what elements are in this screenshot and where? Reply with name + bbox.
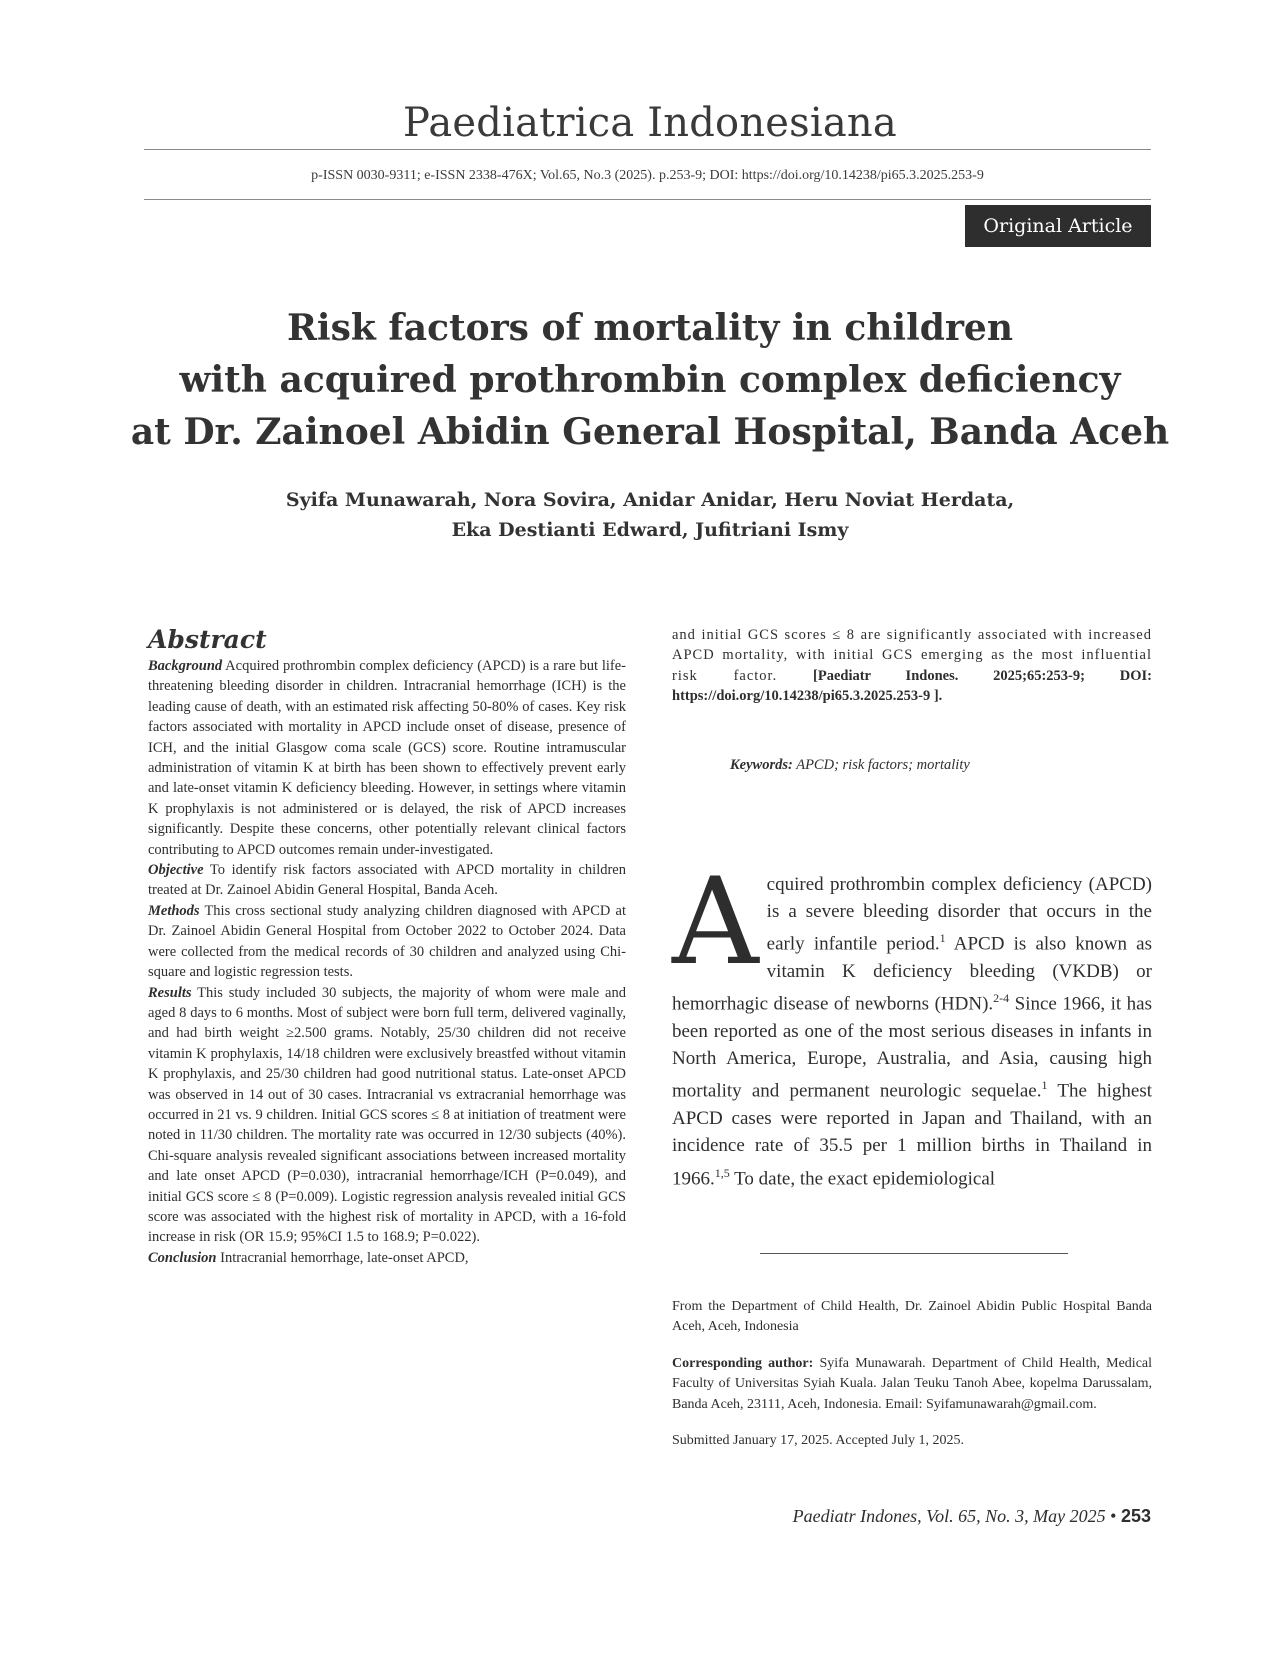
page-footer	[600, 1506, 1151, 1527]
submission-dates: Submitted January 17, 2025. Accepted July 1, 2025.	[672, 1433, 965, 1449]
affiliation-from: From the Department of Child Health, Dr. Zainoel Abidin Public Hospital Banda Aceh, Aceh, Indonesia	[672, 1299, 1152, 1335]
abstract-label: Methods	[148, 902, 200, 919]
abstract-label: Objective	[148, 862, 204, 879]
abstract-objective	[148, 860, 626, 901]
corresponding-label: Corresponding author:	[672, 1355, 814, 1371]
reference-marker[interactable]: 1,5	[714, 1165, 730, 1180]
abstract-text: Acquired prothrombin complex deficiency (APCD) is a rare but life-threatening bleeding disorder in children. Intracranial hemorrhage (ICH) is the leading cause of death, with an estimated risk affecting 50-80% of cases. Key risk factors associated with mortality in APCD include onset of disease, presence of ICH, and the initial Glasgow coma scale (GCS) score. Routine intramuscular administration of vitamin K at birth has been shown to effectively prevent early and late-onset vitamin K deficiency bleeding. However, in settings where vitamin K prophylaxis is not administered or is delayed, the risk of APCD increases significantly. Despite these concerns, other potentially relevant clinical factors contributing to APCD outcomes remain under-investigated.	[148, 658, 626, 858]
keywords	[730, 757, 1152, 774]
right-column	[672, 625, 1152, 1192]
page-number: 253	[1120, 1506, 1151, 1526]
article-title	[100, 302, 1200, 458]
abstract-label: Results	[148, 984, 192, 1001]
abstract-column	[148, 625, 626, 1268]
footer-bullet: •	[1110, 1506, 1117, 1526]
corresponding-author	[672, 1354, 1152, 1415]
title-line: with acquired prothrombin complex deficiency	[179, 359, 1121, 401]
keywords-text: APCD; risk factors; mortality	[796, 756, 970, 773]
journal-title: Paediatrica Indonesiana	[403, 100, 897, 146]
abstract-conclusion	[148, 1248, 626, 1268]
author-line: Eka Destianti Edward, Jufitriani Ismy	[451, 519, 849, 541]
header-rule-top	[144, 149, 1151, 150]
corresponding-text: Syifa Munawarah. Department of Child Health, Medical Faculty of Universitas Syiah Kuala. Jalan Teuku Tanoh Abee, kopelma Darussalam, Banda Aceh, 23111, Aceh, Indonesia. Email: Syifamunawarah@gmail.com.	[672, 1355, 1153, 1412]
intro-text: The highest APCD cases were reported in Japan and Thailand, with an incidence rate of 35.5 per 1 million births in Thailand in 1966.	[672, 1080, 1152, 1189]
abstract-label: Background	[148, 658, 223, 674]
affiliation-block	[672, 1297, 1152, 1467]
author-line: Syifa Munawarah, Nora Sovira, Anidar Anidar, Heru Noviat Herdata,	[285, 489, 1015, 511]
abstract-continuation-text: and initial GCS scores ≤ 8 are significantly associated with increased APCD mortality, with initial GCS emerging as the most influential risk factor.	[672, 627, 1152, 684]
intro-text: Since 1966, it has been reported as one of the most serious diseases in infants in North America, Europe, Australia, and Asia, causing high mortality and permanent neurologic sequelae.	[672, 993, 1152, 1102]
title-line: at Dr. Zainoel Abidin General Hospital, Banda Aceh	[130, 411, 1170, 453]
abstract-text: This study included 30 subjects, the majority of whom were male and aged 8 days to 6 months. Most of subject were born full term, delivered vaginally, and had birth weight ≥2.500 grams. Notably, 25/30 children did not receive vitamin K prophylaxis, 14/18 children were exclusively breastfed without vitamin K prophylaxis, and 25/30 children had good nutritional status. Late-onset APCD was observed in 14 out of 30 cases. Intracranial vs extracranial hemorrhage was occurred in 21 vs. 9 children. Initial GCS scores ≤ 8 at initiation of treatment were noted in 11/30 children. The mortality rate was occurred in 12/30 subjects (40%). Chi-square analysis revealed significant associations between increased mortality and late onset APCD (P=0.030), intracranial hemorrhage/ICH (P=0.049), and initial GCS score ≤ 8 (P=0.009). Logistic regression analysis revealed initial GCS score was associated with the highest risk of mortality in APCD, with a 16-fold increase in risk (OR 15.9; 95%CI 1.5 to 168.9; P=0.022).	[148, 984, 626, 1246]
intro-text: cquired prothrombin complex deficiency (APCD) is a severe bleeding disorder that occurs in the early infantile period.	[766, 873, 1152, 955]
footer-citation: Paediatr Indones, Vol. 65, No. 3, May 2025	[792, 1506, 1106, 1526]
drop-cap: A	[672, 852, 759, 992]
abstract-background	[148, 656, 626, 860]
citation-line: p-ISSN 0030-9311; e-ISSN 2338-476X; Vol.65, No.3 (2025). p.253-9; DOI: https://doi.org/10.14238/pi65.3.2025.253-9	[311, 168, 984, 183]
reference-marker[interactable]: 2-4	[993, 991, 1010, 1006]
article-type-badge: Original Article	[965, 205, 1151, 247]
abstract-heading: Abstract	[148, 625, 267, 654]
header-rule-bottom	[144, 199, 1151, 200]
abstract-results	[148, 983, 626, 1248]
title-line: Risk factors of mortality in children	[286, 307, 1013, 349]
abstract-methods	[148, 901, 626, 983]
abstract-text: This cross sectional study analyzing children diagnosed with APCD at Dr. Zainoel Abidin General Hospital from October 2022 to October 2024. Data were collected from the medical records of 30 children and analyzed using Chi-square and logistic regression tests.	[148, 902, 626, 981]
intro-text: To date, the exact epidemiological	[729, 1167, 996, 1189]
abstract-continuation	[672, 625, 1152, 707]
abstract-citation[interactable]: [Paediatr Indones. 2025;65:253-9; DOI: https://doi.org/10.14238/pi65.3.2025.253-9 ].	[672, 667, 1152, 705]
footnote-divider	[760, 1253, 1068, 1254]
intro-text: APCD is also known as vitamin K deficiency bleeding (VKDB) or hemorrhagic disease of newborns (HDN).	[672, 933, 1152, 1015]
intro-paragraph	[672, 852, 1152, 1193]
abstract-text: Intracranial hemorrhage, late-onset APCD,	[220, 1249, 469, 1266]
keywords-label: Keywords:	[730, 756, 793, 773]
reference-marker[interactable]: 1	[939, 931, 946, 946]
reference-marker[interactable]: 1	[1041, 1078, 1048, 1093]
abstract-text: To identify risk factors associated with APCD mortality in children treated at Dr. Zainoel Abidin General Hospital, Banda Aceh.	[148, 862, 626, 899]
author-list	[150, 485, 1150, 545]
abstract-label: Conclusion	[148, 1249, 217, 1266]
